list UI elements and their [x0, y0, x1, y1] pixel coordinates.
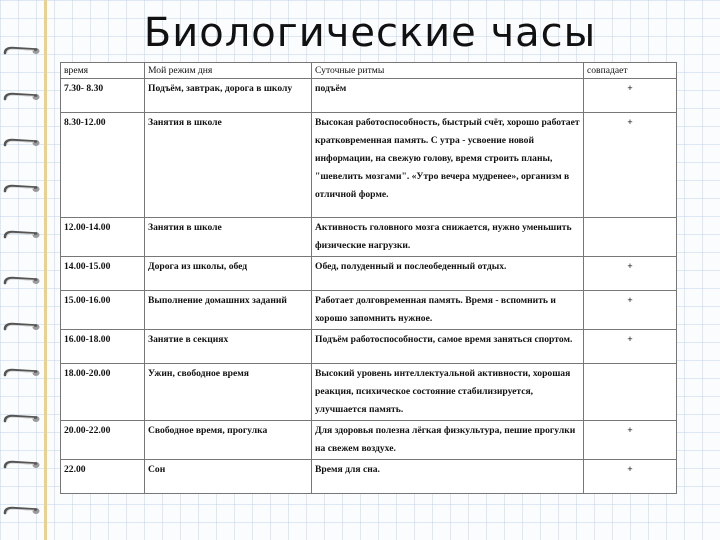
cell-routine: Ужин, свободное время: [145, 364, 312, 421]
cell-routine: Занятия в школе: [145, 113, 312, 218]
cell-match: [584, 364, 677, 421]
spiral-ring-icon: [3, 182, 41, 196]
cell-rhythm: Подъём работоспособности, самое время заняться спортом.: [312, 330, 584, 364]
spiral-ring-icon: [3, 228, 41, 242]
table-row: [61, 421, 677, 460]
cell-match: +: [584, 79, 677, 113]
cell-match: +: [584, 421, 677, 460]
cell-match: +: [584, 330, 677, 364]
spiral-ring-icon: [3, 504, 41, 518]
spiral-ring-icon: [3, 320, 41, 334]
spiral-ring-icon: [3, 366, 41, 380]
cell-time: 16.00-18.00: [61, 330, 145, 364]
notebook-margin-line: [44, 0, 47, 540]
cell-rhythm: подъём: [312, 79, 584, 113]
header-daily-rhythms: Суточные ритмы: [312, 63, 584, 79]
spiral-ring-icon: [3, 44, 41, 58]
cell-time: 14.00-15.00: [61, 257, 145, 291]
schedule-table: [60, 62, 677, 494]
cell-routine: Выполнение домашних заданий: [145, 291, 312, 330]
cell-rhythm: Работает долговременная память. Время - вспомнить и хорошо запомнить нужное.: [312, 291, 584, 330]
table-row: [61, 330, 677, 364]
table-row: [61, 113, 677, 218]
cell-rhythm: Высокий уровень интеллектуальной активности, хорошая реакция, психическое состояние стабилизируется, улучшается память.: [312, 364, 584, 421]
cell-time: 22.00: [61, 460, 145, 494]
table-row: [61, 291, 677, 330]
cell-routine: Свободное время, прогулка: [145, 421, 312, 460]
cell-routine: Занятие в секциях: [145, 330, 312, 364]
header-time: время: [61, 63, 145, 79]
header-matches: совпадает: [584, 63, 677, 79]
cell-match: +: [584, 291, 677, 330]
spiral-ring-icon: [3, 90, 41, 104]
spiral-ring-icon: [3, 136, 41, 150]
table-header-row: [61, 63, 677, 79]
cell-time: 7.30- 8.30: [61, 79, 145, 113]
table-row: [61, 79, 677, 113]
table-row: [61, 218, 677, 257]
slide-title: Биологические часы: [143, 10, 597, 56]
table-row: [61, 257, 677, 291]
cell-rhythm: Для здоровья полезна лёгкая физкультура, пешие прогулки на свежем воздухе.: [312, 421, 584, 460]
spiral-ring-icon: [3, 458, 41, 472]
cell-rhythm: Обед, полуденный и послеобеденный отдых.: [312, 257, 584, 291]
header-my-routine: Мой режим дня: [145, 63, 312, 79]
cell-routine: Сон: [145, 460, 312, 494]
cell-time: 15.00-16.00: [61, 291, 145, 330]
notebook-rings: [0, 0, 44, 540]
spiral-ring-icon: [3, 274, 41, 288]
cell-time: 12.00-14.00: [61, 218, 145, 257]
cell-rhythm: Высокая работоспособность, быстрый счёт, хорошо работает кратковременная память. С утра - усвоение новой информации, на свежую голову, время строить планы, "шевелить мозгами". «Утро вечера мудренее», организм в отличной форме.: [312, 113, 584, 218]
cell-match: +: [584, 460, 677, 494]
cell-routine: Дорога из школы, обед: [145, 257, 312, 291]
cell-time: 8.30-12.00: [61, 113, 145, 218]
spiral-ring-icon: [3, 412, 41, 426]
cell-routine: Подъём, завтрак, дорога в школу: [145, 79, 312, 113]
cell-rhythm: Время для сна.: [312, 460, 584, 494]
cell-match: +: [584, 113, 677, 218]
table-row: [61, 364, 677, 421]
cell-routine: Занятия в школе: [145, 218, 312, 257]
cell-rhythm: Активность головного мозга снижается, нужно уменьшить физические нагрузки.: [312, 218, 584, 257]
cell-time: 18.00-20.00: [61, 364, 145, 421]
cell-match: [584, 218, 677, 257]
cell-match: +: [584, 257, 677, 291]
table-row: [61, 460, 677, 494]
cell-time: 20.00-22.00: [61, 421, 145, 460]
